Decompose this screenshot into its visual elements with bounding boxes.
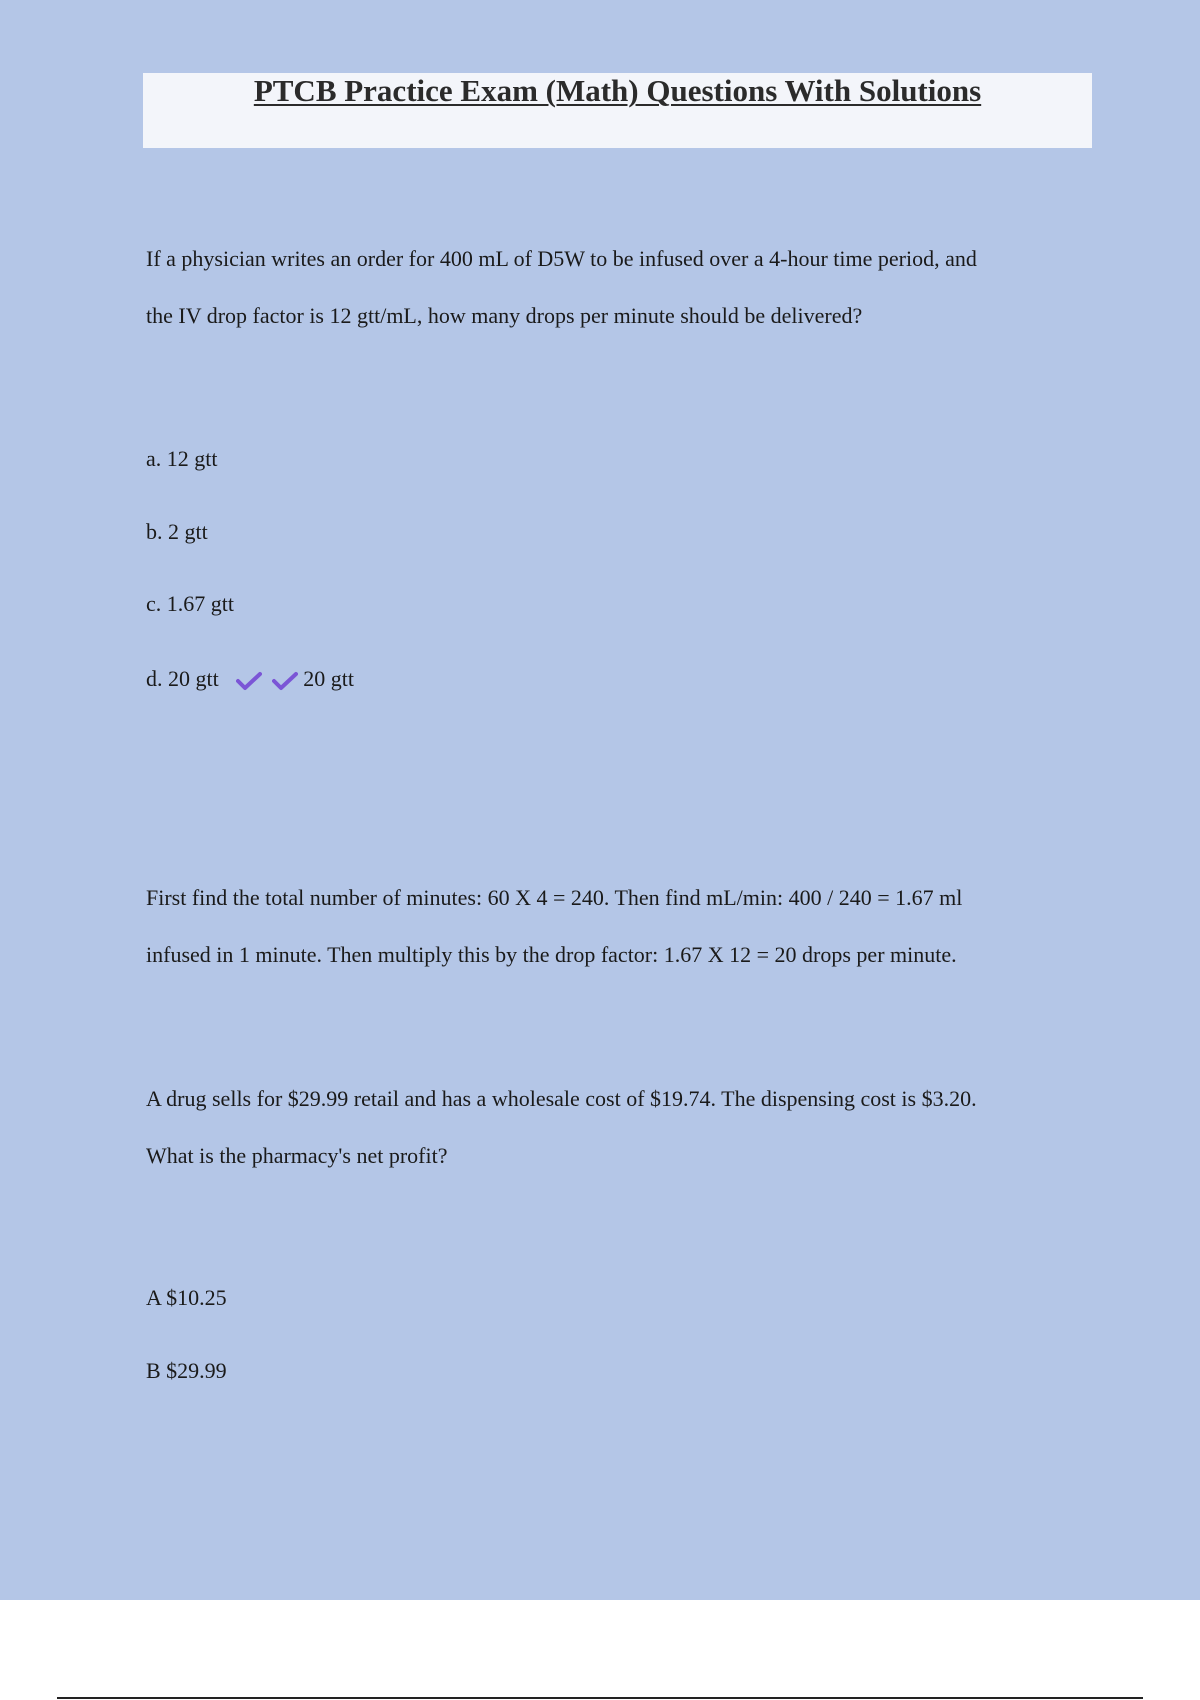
checkmark-icon [236,671,262,691]
explanation-line-1: First find the total number of minutes: 60 X 4 = 240. Then find mL/min: 400 / 240 = 1.67 ml [146,885,963,910]
question-1-option-b: b. 2 gtt [146,519,208,544]
question-1-option-d: d. 20 gtt [146,666,219,691]
title-box [143,73,1092,148]
question-1-option-d-row [146,665,354,693]
question-2-option-b: B $29.99 [146,1358,227,1383]
checkmark-icon [272,671,298,691]
question-2-option-a: A $10.25 [146,1285,227,1310]
document-title: PTCB Practice Exam (Math) Questions With Solutions [253,73,982,108]
explanation-line-2: infused in 1 minute. Then multiply this by the drop factor: 1.67 X 12 = 20 drops per minute. [146,942,957,967]
question-1-option-a: a. 12 gtt [146,446,218,471]
question-2-line-2: What is the pharmacy's net profit? [146,1143,448,1168]
correct-answer: 20 gtt [303,666,354,691]
question-1-line-1: If a physician writes an order for 400 mL of D5W to be infused over a 4-hour time period, and [146,246,977,271]
question-1-line-2: the IV drop factor is 12 gtt/mL, how many drops per minute should be delivered? [146,303,863,328]
footer-divider [57,1697,1143,1699]
question-1-option-c: c. 1.67 gtt [146,591,234,616]
question-2-line-1: A drug sells for $29.99 retail and has a wholesale cost of $19.74. The dispensing cost is $3.20. [146,1086,977,1111]
